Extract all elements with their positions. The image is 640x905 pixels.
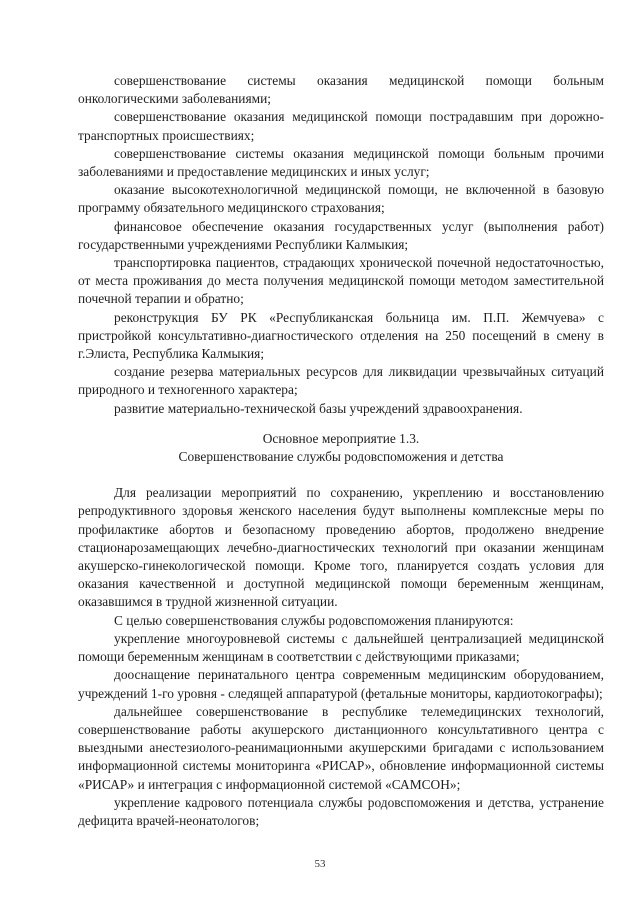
list-item: дальнейшее совершенствование в республике телемедицинских технологий, совершенствование работы акушерского дистанционного консультативного центра с выездными анестезиолого-реанимационными акушерскими бригадами с использованием информационной системы мониторинга «РИСАР», обновление информационной системы «РИСАР» и интеграция с информационной системой «САМСОН»; — [78, 703, 604, 792]
list-item: совершенствование оказания медицинской помощи пострадавшим при дорожно-транспортных происшествиях; — [78, 109, 604, 143]
section-number: Основное мероприятие 1.3. — [262, 430, 420, 446]
list-item: укрепление кадрового потенциала службы родовспоможения и детства, устранение дефицита врачей-неонатологов; — [78, 794, 604, 828]
measures-list — [78, 72, 604, 418]
list-item: реконструкция БУ РК «Республиканская больница им. П.П. Жемчуева» с пристройкой консультативно-диагностического отделения на 250 посещений в смену в г.Элиста, Республика Калмыкия; — [78, 309, 604, 362]
list-item: транспортировка пациентов, страдающих хронической почечной недостаточностью, от места проживания до места получения медицинской помощи методом заместительной почечной терапии и обратно; — [78, 255, 604, 307]
list-item: дооснащение перинатального центра современным медицинским оборудованием, учреждений 1-го уровня - следящей аппаратурой (фетальные мониторы, кардиотокографы); — [78, 667, 604, 701]
list-item: создание резерва материальных ресурсов для ликвидации чрезвычайных ситуаций природного и техногенного характера; — [78, 364, 604, 398]
plans-list — [78, 630, 604, 830]
plan-intro: С целью совершенствования службы родовспоможения планируются: — [114, 612, 514, 628]
intro-paragraph: Для реализации мероприятий по сохранению, укреплению и восстановлению репродуктивного здоровья женского населения будут выполнены комплексные меры по профилактике абортов и безопасному проведению абортов, продолжено внедрение стационарозамещающих лечебно-диагностических технологий при оказании женщинам акушерско-гинекологической помощи. Кроме того, планируется создать условия для оказания качественной и доступной медицинской помощи беременным женщинам, оказавшимся в трудной жизненной ситуации. — [78, 485, 604, 610]
list-item: развитие материально-технической базы учреждений здравоохранения. — [114, 400, 523, 416]
section-heading — [78, 430, 604, 466]
list-item: совершенствование системы оказания медицинской помощи больным онкологическими заболеваниями; — [78, 73, 604, 107]
document-body — [78, 72, 604, 830]
page-number: 53 — [314, 858, 326, 870]
list-item: совершенствование системы оказания медицинской помощи больным прочими заболеваниями и предоставление медицинских и иных услуг; — [78, 145, 604, 180]
list-item: оказание высокотехнологичной медицинской помощи, не включенной в базовую программу обязательного медицинского страхования; — [78, 182, 604, 216]
list-item: финансовое обеспечение оказания государственных услуг (выполнения работ) государственными учреждениями Республики Калмыкия; — [78, 218, 604, 252]
list-item: укрепление многоуровневой системы с дальнейшей централизацией медицинской помощи беременным женщинам в соответствии с действующими приказами; — [78, 630, 604, 665]
section-title: Совершенствование службы родовспоможения и детства — [178, 449, 504, 465]
spacer — [78, 466, 604, 484]
